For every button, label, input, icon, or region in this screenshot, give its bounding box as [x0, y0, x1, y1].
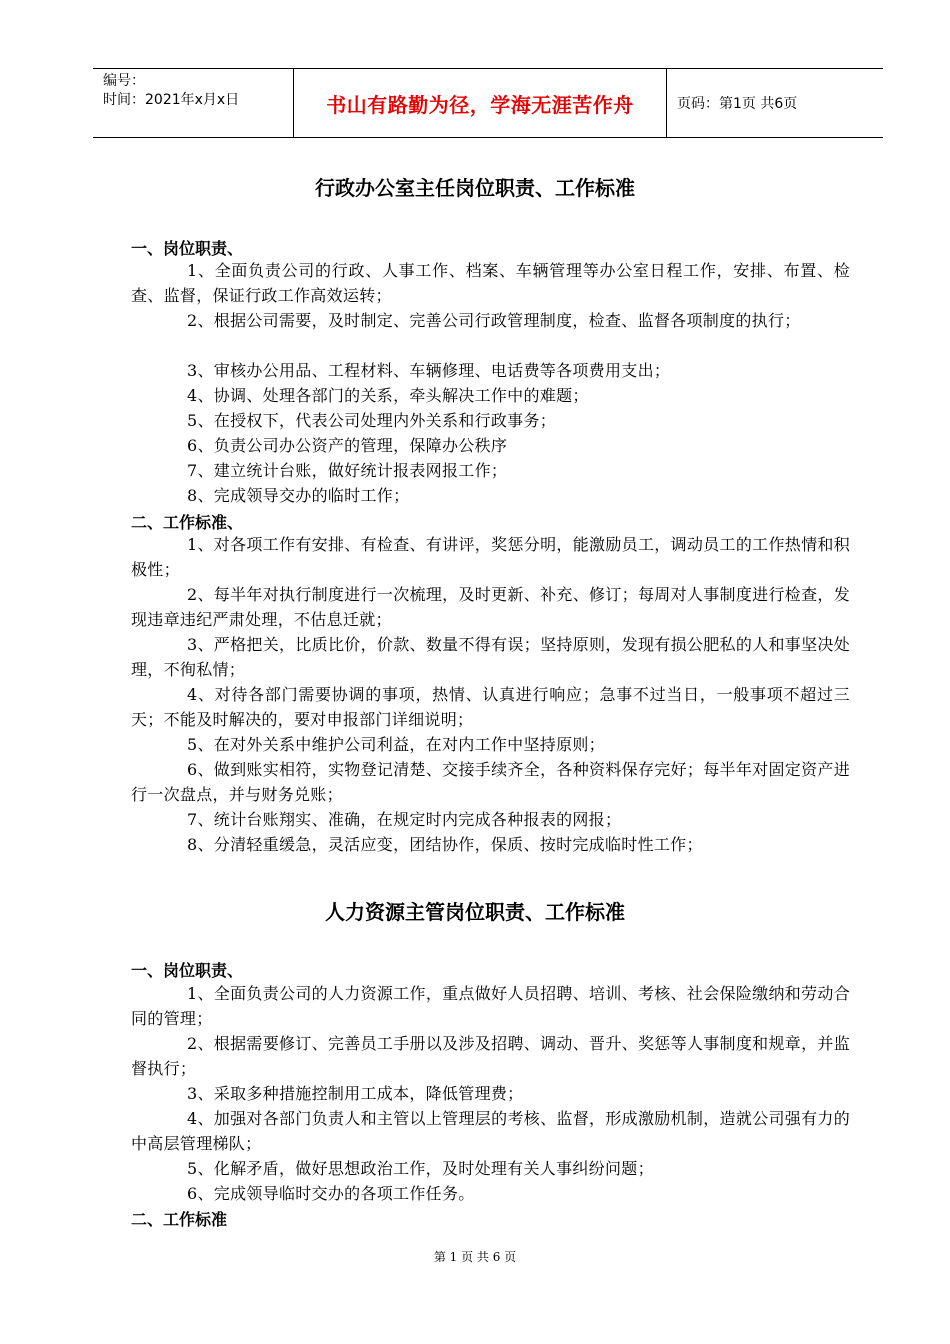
list-item: 6、负责公司办公资产的管理，保障办公秩序: [187, 436, 508, 455]
header-motto: 书山有路勤为径，学海无涯苦作舟: [294, 69, 667, 137]
list-item: 2、根据需要修订、完善员工手册以及涉及招聘、调动、晋升、奖惩等人事制度和规章，并监督执行；: [131, 1034, 850, 1078]
list-item: 5、在对外关系中维护公司利益，在对内工作中坚持原则；: [187, 735, 605, 754]
list-item: 3、审核办公用品、工程材料、车辆修理、电话费等各项费用支出；: [187, 361, 671, 380]
section-title: 行政办公室主任岗位职责、工作标准: [315, 176, 635, 200]
number-label: 编号：: [103, 73, 145, 89]
list-item: 7、统计台账翔实、准确，在规定时内完成各种报表的网报；: [187, 810, 622, 829]
header-meta: [93, 69, 294, 137]
list-item: 7、建立统计台账，做好统计报表网报工作；: [187, 461, 508, 480]
list-item: 4、加强对各部门负责人和主管以上管理层的考核、监督，形成激励机制，造就公司强有力的中高层管理梯队；: [131, 1109, 850, 1153]
list-item: 3、严格把关，比质比价，价款、数量不得有误；坚持原则，发现有损公肥私的人和事坚决处理，不徇私情；: [131, 635, 850, 679]
header-page-info: 页码：第1页 共6页: [677, 96, 798, 112]
list-item: 5、化解矛盾，做好思想政治工作，及时处理有关人事纠纷问题；: [187, 1159, 654, 1178]
list-item: 5、在授权下，代表公司处理内外关系和行政事务；: [187, 411, 557, 430]
section-heading: 一、岗位职责、: [131, 239, 244, 258]
time-label: 时间：2021年x月x日: [103, 92, 240, 108]
list-item: 4、协调、处理各部门的关系，牵头解决工作中的难题；: [187, 386, 589, 405]
section-heading: 一、岗位职责、: [131, 961, 244, 980]
list-item: 1、对各项工作有安排、有检查、有讲评，奖惩分明，能激励员工，调动员工的工作热情和积极性；: [131, 535, 850, 579]
list-item: 8、完成领导交办的临时工作；: [187, 486, 410, 505]
list-item: 6、做到账实相符，实物登记清楚、交接手续齐全，各种资料保存完好；每半年对固定资产进行一次盘点，并与财务兑账；: [131, 760, 850, 804]
list-item: 2、根据公司需要，及时制定、完善公司行政管理制度，检查、监督各项制度的执行；: [187, 311, 801, 330]
page-footer: 第 1 页 共 6 页: [433, 1250, 517, 1264]
list-item: 8、分清轻重缓急，灵活应变，团结协作，保质、按时完成临时性工作；: [187, 835, 703, 854]
section-heading: 二、工作标准: [131, 1210, 228, 1229]
list-item: 4、对待各部门需要协调的事项，热情、认真进行响应；急事不过当日，一般事项不超过三天；不能及时解决的，要对申报部门详细说明；: [131, 685, 850, 729]
document-header: [93, 68, 883, 138]
list-item: 1、全面负责公司的行政、人事工作、档案、车辆管理等办公室日程工作，安排、布置、检查、监督，保证行政工作高效运转；: [131, 261, 850, 305]
section-heading: 二、工作标准、: [131, 513, 244, 532]
section-title: 人力资源主管岗位职责、工作标准: [325, 900, 625, 924]
list-item: 1、全面负责公司的人力资源工作，重点做好人员招聘、培训、考核、社会保险缴纳和劳动合同的管理；: [131, 984, 850, 1028]
list-item: 6、完成领导临时交办的各项工作任务。: [187, 1184, 475, 1203]
list-item: 3、采取多种措施控制用工成本，降低管理费；: [187, 1084, 524, 1103]
list-item: 2、每半年对执行制度进行一次梳理，及时更新、补充、修订；每周对人事制度进行检查，发现违章违纪严肃处理，不估息迁就；: [131, 585, 850, 629]
